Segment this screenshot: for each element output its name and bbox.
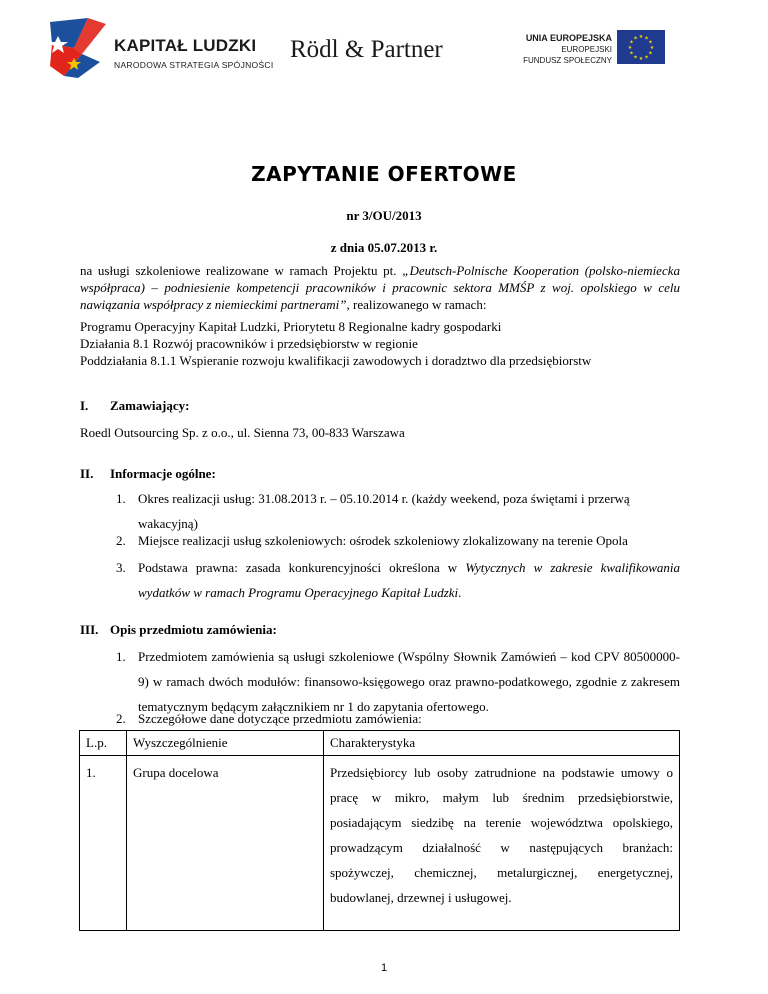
svg-text:★: ★ xyxy=(638,56,644,62)
document-date: z dnia 05.07.2013 r. xyxy=(330,240,438,255)
program-line: Działania 8.1 Rozwój pracowników i przedsiębiorstw w regionie xyxy=(80,336,418,351)
svg-text:★: ★ xyxy=(644,35,649,42)
item-text: Przedmiotem zamówienia są usługi szkoleniowe (Wspólny Słownik Zamówień – kod CPV 80500000-9) w ramach dwóch modułów: finansowo-księgowego oraz prawno-podatkowego, zgodnie z zakresem tematycznym będącym załącznikiem nr 1 do zapytania ofertowego. xyxy=(138,649,680,714)
item-text-prefix: Podstawa prawna: zasada konkurencyjności określona w xyxy=(138,560,466,575)
svg-text:★: ★ xyxy=(649,45,655,51)
svg-text:★: ★ xyxy=(633,35,638,42)
svg-text:★: ★ xyxy=(633,54,638,61)
item-number: 1. xyxy=(116,649,126,664)
table-cell-item: Grupa docelowa xyxy=(127,756,324,931)
document-number: nr 3/OU/2013 xyxy=(346,208,422,223)
item-text: Miejsce realizacji usług szkoleniowych: ośrodek szkoleniowy zlokalizowany na terenie Opola xyxy=(138,533,628,548)
intro-paragraph xyxy=(80,262,680,313)
item-number: 3. xyxy=(116,560,126,575)
intro-suffix: , realizowanego w ramach: xyxy=(346,297,487,312)
document-title: ZAPYTANIE OFERTOWE xyxy=(251,162,517,186)
eu-logo-line3: FUNDUSZ SPOŁECZNY xyxy=(523,56,612,65)
eu-logo-text xyxy=(494,33,612,66)
item-text xyxy=(138,555,680,605)
project-title: „Deutsch-Polnische Kooperation (polsko-niemiecka współpraca) – podniesienie kompetencji pracowników i pracownic sektora MMŚP z woj. opolskiego w celu nawiązania współpracy z niemieckimi partnerami” xyxy=(80,263,680,312)
kapital-ludzki-logo xyxy=(48,18,274,78)
table-header-cell: L.p. xyxy=(80,731,127,756)
kapital-ludzki-emblem-icon xyxy=(48,18,108,78)
svg-text:★: ★ xyxy=(648,39,653,46)
section-3-heading: Opis przedmiotu zamówienia: xyxy=(110,622,277,637)
kapital-ludzki-title: KAPITAŁ LUDZKI xyxy=(114,36,257,55)
item-text: Okres realizacji usług: 31.08.2013 r. – 05.10.2014 r. (każdy weekend, poza świętami i przerwą wakacyjną) xyxy=(138,491,630,531)
section-1-numeral: I. xyxy=(80,398,89,413)
eu-flag-icon xyxy=(617,30,665,64)
program-line: Programu Operacyjny Kapitał Ludzki, Priorytetu 8 Regionalne kadry gospodarki xyxy=(80,319,502,334)
section-1-text: Roedl Outsourcing Sp. z o.o., ul. Sienna 73, 00-833 Warszawa xyxy=(80,425,405,440)
svg-text:★: ★ xyxy=(627,45,633,51)
section-2-numeral: II. xyxy=(80,466,94,481)
specification-table xyxy=(79,730,680,931)
item-number: 1. xyxy=(116,491,126,506)
section-2-item-3 xyxy=(116,555,680,605)
item-number: 2. xyxy=(116,711,126,726)
eu-logo-line2: EUROPEJSKI xyxy=(561,45,612,54)
kapital-ludzki-subtitle: NARODOWA STRATEGIA SPÓJNOŚCI xyxy=(114,60,274,70)
section-3-numeral: III. xyxy=(80,622,99,637)
program-line: Poddziałania 8.1.1 Wspieranie rozwoju kwalifikacji zawodowych i doradztwo dla przedsiębiorstw xyxy=(80,353,592,368)
rodl-partner-logo: Rödl & Partner xyxy=(290,36,443,63)
item-text-suffix: . xyxy=(458,585,462,600)
svg-text:★: ★ xyxy=(629,50,634,57)
page-number: 1 xyxy=(380,962,388,974)
item-text: Szczegółowe dane dotyczące przedmiotu zamówienia: xyxy=(138,711,422,726)
program-block xyxy=(80,318,700,369)
svg-text:★: ★ xyxy=(644,54,649,61)
table-cell-lp: 1. xyxy=(80,756,127,931)
section-3-item-2 xyxy=(116,706,680,731)
section-1-heading: Zamawiający: xyxy=(110,398,190,413)
table-header-cell: Charakterystyka xyxy=(324,731,680,756)
svg-text:★: ★ xyxy=(629,39,634,46)
table-header-cell: Wyszczególnienie xyxy=(127,731,324,756)
section-2-item-2 xyxy=(116,528,680,553)
table-row xyxy=(80,756,680,931)
item-text-italic: Wytycznych w zakresie kwalifikowania wydatków w ramach Programu Operacyjnego Kapitał Ludzki xyxy=(138,560,681,600)
eu-logo-line1: UNIA EUROPEJSKA xyxy=(525,33,612,43)
intro-prefix: na usługi szkoleniowe realizowane w ramach Projektu pt. xyxy=(80,263,403,278)
section-2-heading: Informacje ogólne: xyxy=(110,466,216,481)
table-cell-desc: Przedsiębiorcy lub osoby zatrudnione na podstawie umowy o pracę w mikro, małym lub średnim przedsiębiorstwie, posiadającym siedzibę na terenie województwa opolskiego, prowadzącym działalność w następujących branżach: spożywczej, chemicznej, metalurgicznej, energetycznej, budowlanej, drzewnej i usługowej. xyxy=(324,756,680,931)
svg-text:★: ★ xyxy=(648,50,653,57)
svg-text:★: ★ xyxy=(638,34,644,40)
item-number: 2. xyxy=(116,533,126,548)
table-header-row xyxy=(80,731,680,756)
